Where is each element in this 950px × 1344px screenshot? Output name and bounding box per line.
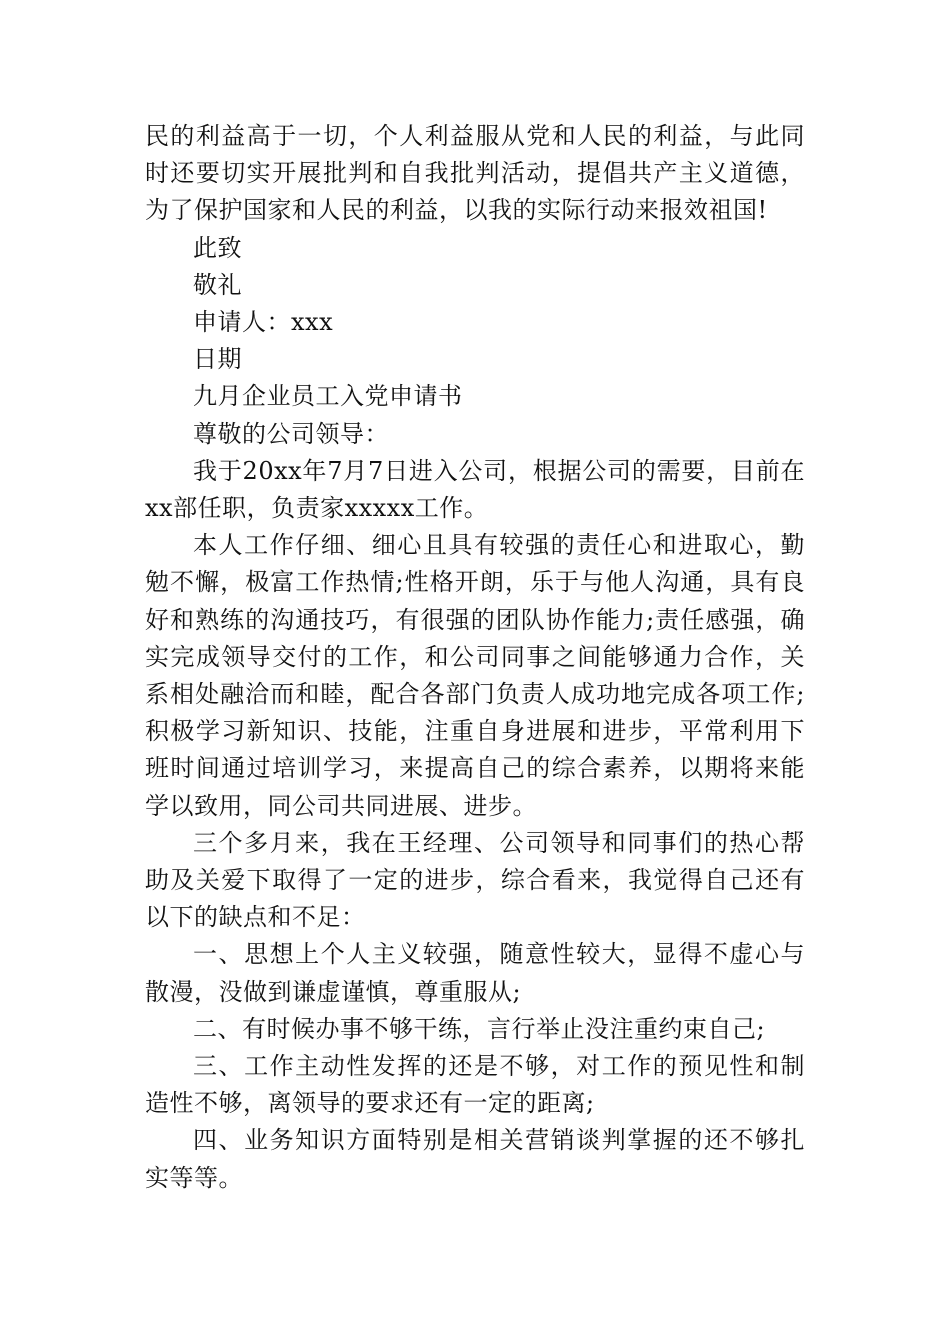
applicant-line: 申请人：xxx <box>193 308 334 337</box>
list-item-2: 二、有时候办事不够干练，言行举止没注重约束自己; <box>193 1014 766 1043</box>
closing-salutation: 此致 <box>193 233 242 262</box>
list-item-4: 四、业务知识方面特别是相关营销谈判掌握的还不够扎实等等。 <box>145 1126 805 1192</box>
paragraph-progress: 三个多月来，我在王经理、公司领导和同事们的热心帮助及关爱下取得了一定的进步，综合看来，我觉得自己还有以下的缺点和不足： <box>145 828 805 932</box>
closing-regards: 敬礼 <box>193 270 242 299</box>
list-item-1: 一、思想上个人主义较强，随意性较大，显得不虚心与散漫，没做到谦虚谨慎，尊重服从; <box>145 940 805 1006</box>
greeting: 尊敬的公司领导： <box>193 419 389 448</box>
paragraph-self-assessment: 本人工作仔细、细心且具有较强的责任心和进取心，勤勉不懈，极富工作热情;性格开朗，乐于与他人沟通，具有良好和熟练的沟通技巧，有很强的团队协作能力;责任感强，确实完成领导交付的工作，和公司同事之间能够通力合作，关系相处融洽而和睦，配合各部门负责人成功地完成各项工作;积极学习新知识、技能，注重自身进展和进步，平常利用下班时间通过培训学习，来提高自己的综合素养，以期将来能学以致用，同公司共同进展、进步。 <box>145 531 805 820</box>
section-title: 九月企业员工入党申请书 <box>193 382 463 411</box>
list-item-3: 三、工作主动性发挥的还是不够，对工作的预见性和制造性不够，离领导的要求还有一定的距离; <box>145 1052 805 1118</box>
document-body <box>145 118 805 1197</box>
paragraph-intro: 我于20xx年7月7日进入公司，根据公司的需要，目前在xx部任职，负责家xxxxx工作。 <box>145 456 805 523</box>
paragraph-continuation: 民的利益高于一切，个人利益服从党和人民的利益，与此同时还要切实开展批判和自我批判活动，提倡共产主义道德，为了保护国家和人民的利益，以我的实际行动来报效祖国! <box>145 122 805 225</box>
date-line: 日期 <box>193 345 242 374</box>
